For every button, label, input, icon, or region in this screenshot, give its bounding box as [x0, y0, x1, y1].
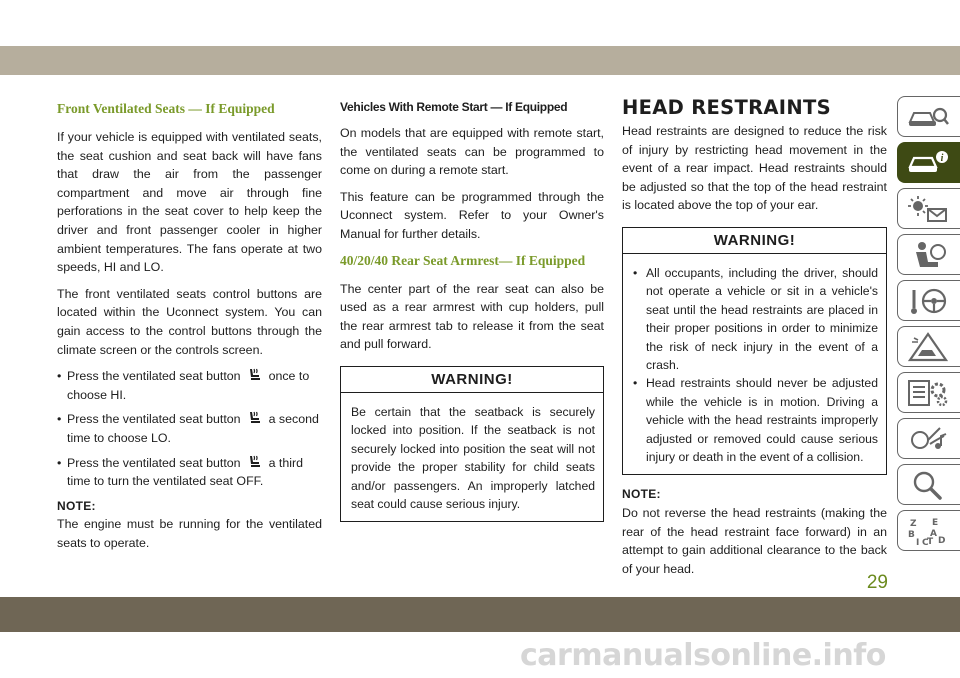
ventilated-seats-intro: If your vehicle is equipped with ventilated seats, the seat cushion and seat back will have fans that draw the air from the passenger compartment and move air through fine perforations in the seat cover to help keep the driver and front passenger cooler in higher ambient temperatures. The fans operate at two speeds, HI and LO. — [57, 130, 322, 275]
steering-wheel-key-icon — [906, 286, 950, 316]
chapter-tab-multimedia[interactable] — [897, 418, 960, 459]
index-letters-icon — [906, 516, 950, 546]
note-text: Do not reverse the head restraints (making the rear of the head restraint face forward) in an attempt to gain additional clearance to the back of your head. — [622, 506, 887, 576]
list-item: • Head restraints should never be adjusted while the vehicle is in motion. Driving a vehicle with the head restraints improperly adjusted or removed could cause serious injury or death in the event of a collision. — [633, 374, 878, 466]
svg-text:T: T — [927, 537, 934, 546]
note-label: NOTE: — [622, 487, 661, 502]
footer-band — [0, 597, 960, 632]
warning-box — [622, 227, 887, 475]
remote-start-text: On models that are equipped with remote start, the ventilated seats can be programmed to come on during a remote start. — [340, 126, 604, 178]
svg-text:A: A — [930, 529, 937, 539]
list-item: • Press the ventilated seat button a third time to turn the ventilated seat OFF. — [57, 454, 322, 491]
right-column — [622, 96, 887, 586]
chapter-tab-getting-to-know[interactable] — [897, 142, 960, 183]
svg-text:E: E — [932, 518, 939, 528]
warning-title: WARNING! — [623, 228, 886, 254]
svg-text:I: I — [916, 538, 920, 546]
ventilated-seats-controls: The front ventilated seats control buttons are located within the Uconnect system. You can gain access to the control buttons through the climate screen or the controls screen. — [57, 286, 322, 357]
ventilated-seat-icon — [247, 368, 263, 382]
multimedia-icon — [906, 424, 950, 454]
ventilated-seat-icon — [247, 455, 263, 469]
watermark: carmanualsonline.info — [520, 638, 886, 673]
page-number: 29 — [866, 572, 888, 593]
section-title-rear-armrest: 40/20/40 Rear Seat Armrest— If Equipped — [340, 252, 586, 268]
note-text: The engine must be running for the ventilated seats to operate. — [57, 517, 322, 550]
svg-text:i: i — [940, 153, 944, 164]
car-info-icon — [906, 148, 950, 178]
airbag-occupant-icon — [906, 240, 950, 270]
svg-text:B: B — [908, 530, 915, 540]
maintenance-checklist-icon — [906, 378, 950, 408]
roadside-hazard-icon — [906, 332, 950, 362]
programming-text: This feature can be programmed through the Uconnect system. Refer to your Owner's Manual for further details. — [340, 189, 604, 241]
chapter-tab-safety[interactable] — [897, 234, 960, 275]
warning-list — [633, 264, 878, 466]
head-restraints-intro: Head restraints are designed to reduce the risk of injury by restricting head movement in the event of a rear impact. Head restraints should be adjusted so that the top of the head restraint is located above the top of your ear. — [622, 124, 887, 213]
list-item: • Press the ventilated seat button a second time to choose LO. — [57, 410, 322, 447]
middle-column — [340, 96, 604, 532]
chapter-tabs — [897, 96, 960, 556]
note-label: NOTE: — [57, 498, 96, 513]
warning-text: Be certain that the seatback is securely locked into position. If the seatback is not securely locked into position the seat will not provide the proper stability for child seats and/or passengers. An improperly latched seat could cause serious injury. — [351, 404, 595, 511]
section-title-ventilated-seats: Front Ventilated Seats — If Equipped — [57, 101, 275, 116]
header-band — [0, 46, 960, 75]
page-title: HEAD RESTRAINTS — [622, 96, 831, 119]
svg-text:C: C — [922, 538, 929, 546]
warning-title: WARNING! — [341, 367, 603, 393]
chapter-tab-servicing-maintenance[interactable] — [897, 372, 960, 413]
subsection-title-remote-start: Vehicles With Remote Start — If Equipped — [340, 100, 568, 114]
svg-text:D: D — [938, 536, 946, 546]
ventilated-seat-steps — [57, 367, 322, 491]
search-icon — [906, 470, 950, 500]
chapter-tab-emergency[interactable] — [897, 326, 960, 367]
car-magnify-icon — [906, 102, 950, 132]
armrest-text: The center part of the rear seat can also be used as a rear armrest with cup holders, pull the rear armrest tab to release it from the seat and pull forward. — [340, 281, 604, 352]
ventilated-seat-icon — [247, 411, 263, 425]
chapter-tab-index[interactable] — [897, 510, 960, 551]
svg-text:Z: Z — [910, 519, 917, 529]
left-column — [57, 96, 322, 560]
list-item: • All occupants, including the driver, should not operate a vehicle or sit in a vehicle's seat until the head restraints are placed in their proper positions in order to minimize the risk of neck injury in the event of a crash. — [633, 264, 878, 374]
warning-box — [340, 366, 604, 522]
list-item: • Press the ventilated seat button once to choose HI. — [57, 367, 322, 404]
chapter-tab-instrument-panel[interactable] — [897, 188, 960, 229]
chapter-tab-starting-operating[interactable] — [897, 280, 960, 321]
chapter-tab-introduction[interactable] — [897, 96, 960, 137]
chapter-tab-search[interactable] — [897, 464, 960, 505]
warning-light-message-icon — [906, 194, 950, 224]
